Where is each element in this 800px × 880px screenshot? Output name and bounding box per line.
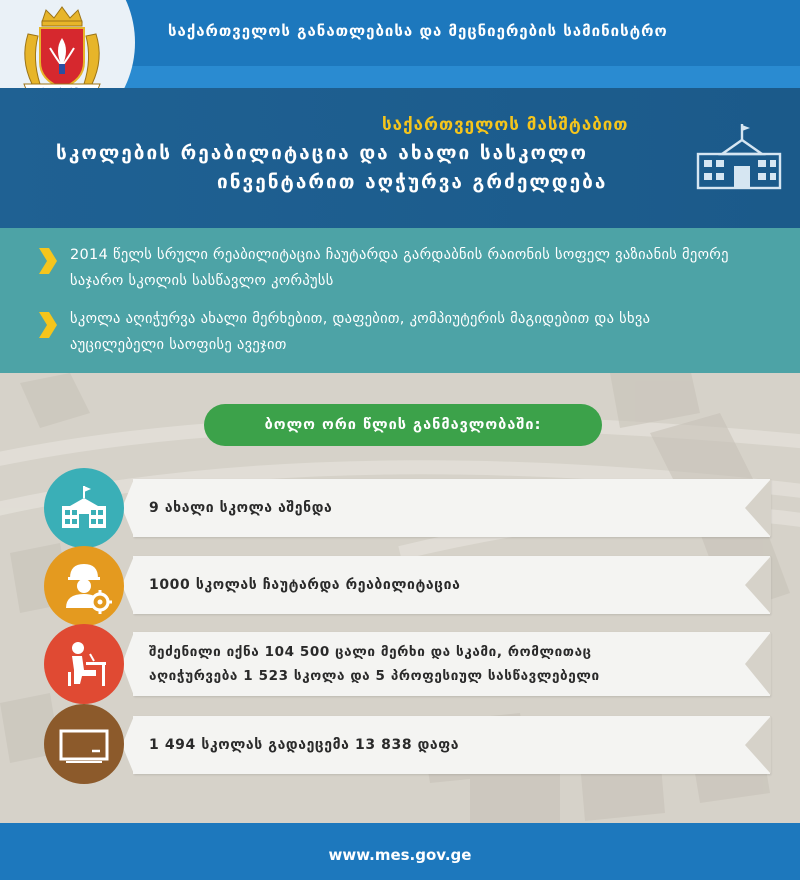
subtitle: საქართველოს მასშტაბით [382,115,629,135]
builder-icon [44,546,124,626]
stat-banner [133,632,770,696]
school-building-icon [692,122,786,192]
blackboard-icon [44,704,124,784]
page-title-line-1: სკოლების რეაბილიტაცია და ახალი სასკოლო [56,142,588,164]
stat-banner [133,479,770,537]
stat-circle [44,704,124,784]
stat-text: 1000 სკოლას ჩაუტარდა რეაბილიტაცია [149,577,461,593]
page-title-line-2: ინვენტარით აღჭურვა გრძელდება [217,171,608,193]
stat-text: 1 494 სკოლას გადაეცემა 13 838 დაფა [149,737,460,753]
ministry-title: საქართველოს განათლებისა და მეცნიერების სამინისტრო [168,22,668,40]
stat-banner [133,716,770,774]
highlight-text: სკოლა აღიჭურვა ახალი მერხებით, დაფებით, კომპიუტერის მაგიდებით და სხვა აუცილებელი საოფისე ავეჯით [70,311,651,353]
school-icon [44,468,124,548]
stat-text-line-1: შეძენილი იქნა 104 500 ცალი მერხი და სკამი, რომლითაც [149,644,592,660]
highlight-text: 2014 წელს სრული რეაბილიტაცია ჩაუტარდა გარდაბნის რაიონის სოფელ ვაზიანის მეორე საჯარო სკოლის სასწავლო კორპუსს [70,247,729,289]
period-label: ბოლო ორი წლის განმავლობაში: [204,404,602,446]
stat-text-line-2: აღიჭურვება 1 523 სკოლა და 5 პროფესიულ სასწავლებელი [149,668,600,684]
stat-circle [44,468,124,548]
chevron-right-icon [36,246,58,276]
stat-text: 9 ახალი სკოლა აშენდა [149,500,333,516]
highlight-item [36,242,760,294]
header-bar [0,0,800,88]
highlight-item [36,306,710,358]
chevron-right-icon [36,310,58,340]
student-desk-icon [44,624,124,704]
website-link[interactable]: www.mes.gov.ge [328,846,472,864]
stat-text [149,640,600,688]
stat-circle [44,546,124,626]
stat-banner [133,556,770,614]
stat-circle [44,624,124,704]
